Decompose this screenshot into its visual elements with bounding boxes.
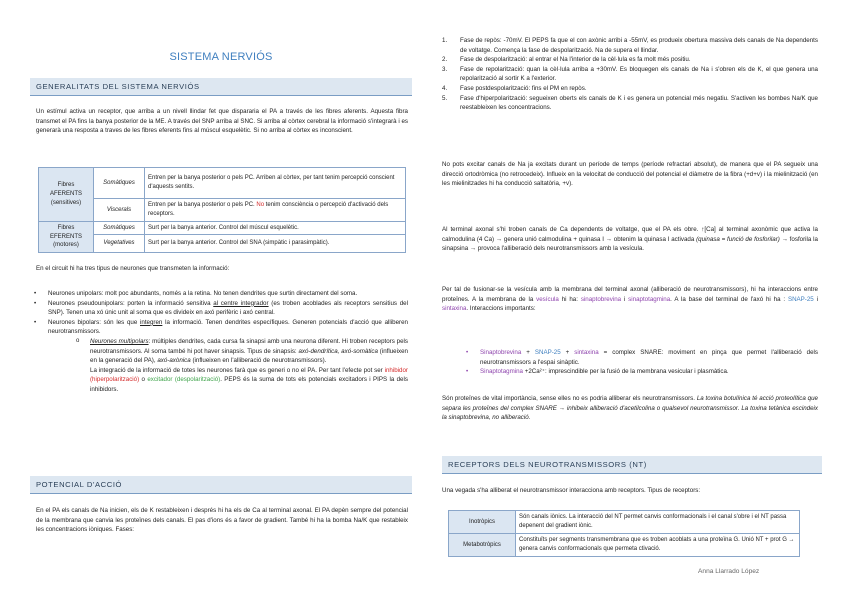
text-span: integren	[140, 318, 163, 326]
list-item	[442, 84, 818, 94]
text-span: Fase de repolarització: quan la cèl·lula arriba a +30mV. Es bloquegen els canals de Na i s'obren els de K, el que genera una repolarització al sortir K a l'exterior.	[460, 65, 818, 83]
receptor-name: Metabotròpics	[449, 534, 516, 557]
refractari-paragraph: No pots excitar canals de Na ja excitats durant un període de temps (període refractari absolut), de manera que el PA segueix una direcció ortodròmica (no retrocedeix). Influeix en la velocitat de conducció del potencial el diàmetre de la fibra (+d+v) i la mielinització (en les mielinitzades hi ha conducció saltatòria, +v).	[442, 161, 818, 188]
fibres-row-type: Viscerals	[94, 199, 145, 222]
section-heading-text: POTENCIAL D'ACCIÓ	[36, 480, 123, 489]
list-item	[30, 318, 408, 337]
list-number: 2.	[442, 56, 448, 64]
fibres-row-text: Entren per la banya posterior o pels PC. Arriben al còrtex, per tant tenim percepció conscient d'aquests sentits.	[145, 168, 406, 199]
neurones-list	[30, 289, 408, 395]
page-title: SISTEMA NERVIÓS	[169, 51, 273, 63]
section-heading-text: GENERALITATS DEL SISTEMA NERVIÓS	[36, 82, 200, 91]
list-number: 3.	[442, 65, 448, 73]
text-span: . A la base del terminal de l'axó hi ha :	[670, 295, 786, 303]
text-span: Sinaptotagmina	[480, 368, 523, 376]
section-heading-receptors	[442, 456, 822, 474]
section-heading-generalitats	[30, 78, 412, 96]
potencial-paragraph: En el PA els canals de Na inicien, els de K restableixen i després hi ha els de Ca al terminal axonal. El PA depèn sempre del potencial de la membrana que canvia les proteïnes dels canals. El pas d'ions és a favor de gradient. També hi ha la bomba Na/K que restableix les concentracions iòniques. Fases:	[36, 507, 408, 534]
list-item	[442, 367, 818, 377]
text-span: axó-dendrítica, axó-somàtica	[298, 347, 378, 355]
text-span: sinaptobrevina	[580, 295, 622, 303]
list-item	[442, 94, 818, 113]
list-item	[30, 366, 408, 395]
fibres-eferents-label: Fibres EFERENTS (motores)	[39, 222, 94, 253]
intro-paragraph: Un estímul activa un receptor, que arriba a un nivell llindar fet que dispararia el PA a través de les fibres aferents. Aquesta fibra transmet el PA fins la banya posterior de la ME. A través del SNP arriba al SNC. Si arriba al còrtex cerebral la informació s'integrarà i es generarà una resposta a traves de les fibres eferents fins al múscul esquelètic. Si no arriba al còrtex es inconscient.	[36, 108, 408, 135]
list-number: 1.	[442, 37, 448, 44]
text-span: (influeixen en l'alliberació de neurotransmissors).	[192, 357, 327, 365]
receptors-table	[448, 510, 800, 557]
section-heading-potencial	[30, 476, 412, 494]
list-number: 4.	[442, 84, 448, 92]
list-item: • Neurones unipolars: molt poc abundants, només a la retina. No tenen dendrites que surtin directament del soma.	[30, 289, 408, 299]
text-span: vesícula	[536, 295, 559, 303]
text-span: (quinasa = funció de fosforilar)	[696, 235, 780, 243]
left-column	[30, 0, 412, 599]
text-span: la informació. Tenen dendrites específiques. Generen potencials d'acció que alliberen neurotransmissors.	[48, 318, 408, 336]
text-span: +	[521, 349, 535, 356]
text-span: Fase postdespolarització: fins el PM en repòs.	[460, 84, 587, 92]
text-span: SNAP-25	[534, 349, 561, 356]
receptor-text: Constituïts per segments transmembrana que es troben acoblats a una proteïna G. Unió NT + prot G → genera canvis conformacionals que permeta ctivació.	[516, 534, 800, 557]
fases-list	[442, 36, 818, 113]
text-span: . Interaccions importants:	[466, 305, 536, 313]
circuit-paragraph: En el circuit hi ha tres tipus de neurones que transmeten la informació:	[36, 265, 230, 272]
fibres-row-type: Somàtiques	[94, 168, 145, 199]
fibres-text-b: tenim consciència o percepció d'activació dels receptors.	[148, 202, 389, 217]
text-span: sintaxina	[442, 305, 467, 313]
text-span: Neurones pseudounipolars: porten la informació sensitiva	[48, 299, 211, 307]
list-item	[30, 337, 408, 366]
toxina-paragraph	[442, 394, 818, 423]
text-span: al centre integrador	[213, 299, 269, 307]
list-item	[442, 55, 818, 65]
text-span: Sinaptobrevina	[480, 349, 522, 356]
list-item	[442, 36, 818, 55]
text-span: SNAP-25	[787, 295, 814, 303]
list-item	[442, 65, 818, 84]
text-span: La integració de la informació de totes les neurones farà que es generi o no el PA. Per tant l'efecte pot ser	[90, 366, 383, 374]
text-span: La toxina botulínica té acció proteolítica que separa les proteïnes del complex SNARE → inhibeix alliberació d'acetilcolina o qualsevol neurotransmissor. La toxina tetànica escindeix la sinaptobrevina, no alliberació.	[442, 395, 818, 422]
author-signature: Anna Llarrado López	[698, 568, 760, 575]
text-span: (influeixen en la generació del PA),	[90, 347, 408, 365]
text-span: sinaptotagmina	[628, 295, 671, 303]
receptor-text: Són canals iònics. La interacció del NT permet canvis conformacionals i el canal s'obre i el NT passa depenent del gradient iònic.	[516, 511, 800, 534]
fibres-text-a: Entren per la banya posterior o pels PC.	[148, 202, 255, 209]
section-heading-text: RECEPTORS DELS NEUROTRANSMISSORS (NT)	[448, 460, 647, 469]
text-span: i	[623, 295, 626, 303]
fibres-table	[38, 167, 406, 253]
text-span: = complex SNARE: moviment en pinça que permet l'alliberació dels neurotransmissors a l'espai sinàptic.	[480, 349, 818, 366]
fibres-aferents-label: Fibres AFERENTS (sensitives)	[39, 168, 94, 222]
text-span: Neurones multipolars	[90, 337, 149, 345]
receptor-name: Inotròpics	[449, 511, 516, 534]
receptors-paragraph: Una vegada s'ha alliberat el neurotransmissor interacciona amb receptors. Tipus de receptors:	[442, 487, 701, 494]
list-item	[442, 348, 818, 367]
fibres-row-type: Vegetatives	[94, 235, 145, 253]
text-span: Són proteïnes de vital importància, sense elles no es podria alliberar els neurotransmissors.	[442, 395, 695, 402]
interaccions-list	[442, 348, 818, 377]
text-span: Per tal de fusionar-se la vesícula amb la membrana del terminal axonal (alliberació de neurotransmissors), hi ha interaccions entre proteïnes. A la membrana de la	[442, 286, 818, 303]
text-span: → fosforila la sinapsina → provoca l'alliberació dels neurotransmissors amb la vesícula.	[442, 235, 818, 253]
text-span: . PEPS és la suma de tots els potencials excitadors i PIPS la dels inhibidors.	[90, 376, 408, 393]
fibres-row-text: Surt per la banya anterior. Control del SNA (simpàtic i parasimpàtic).	[145, 235, 406, 253]
text-span: Al terminal axonal s'hi troben canals de Ca dependents de voltatge, que el PA els obre. ↑[Ca] al terminal axonòmic que activa la calmodulina (4 Ca) → genera unió calmodulina + quinasa I → obtenim la quinasa I activada	[442, 226, 818, 243]
text-span: Neurones bipolars: són les que	[48, 318, 138, 326]
text-span: excitador (despolarització)	[147, 376, 221, 384]
text-span: Fase de repòs: -70mV. El PEPS fa que el con axònic arribi a -55mV, es produeix obertura massiva dels canals de Na dependents de voltatge. Comença la fase de despolarització. Na de supera el llindar.	[460, 37, 818, 54]
text-span: hi ha:	[561, 295, 578, 303]
right-column	[442, 0, 822, 599]
text-span: sintaxina	[574, 349, 599, 356]
fibres-row-text: Surt per la banya anterior. Control del múscul esquelètic.	[145, 222, 406, 235]
fibres-row-type: Somàtiques	[94, 222, 145, 235]
list-item	[30, 299, 408, 318]
text-span: : múltiples dendrites, cada cursa fa sinapsi amb una neurona diferent. Hi troben receptors pels neurotransmissors. Al soma també hi pot haver sinapsis. Tipus de sinapsis:	[90, 337, 408, 355]
text-span: (es troben acoblades als receptors sensitius del SNP). Tenen una xó únic unit al soma que es divideix en axó perifèric i axó central.	[48, 299, 408, 317]
text-span: Fase de despolarització: al entrar el Na l'interior de la cèl·lula es fa molt més positiu.	[460, 56, 691, 64]
text-span: axó-axònica	[157, 357, 191, 365]
terminal-paragraph	[442, 225, 818, 254]
list-number: 5.	[442, 94, 448, 102]
text-span: o	[141, 376, 145, 384]
fusio-paragraph	[442, 285, 818, 314]
text-span: +2Ca²⁺: imprescindible per la fusió de la membrana vesicular i plasmàtica.	[523, 368, 729, 376]
text-span: inhibidor (hiperpolarització)	[90, 366, 408, 384]
text-span: i	[816, 295, 818, 303]
fibres-row-text	[145, 199, 406, 222]
fibres-text-no: No	[256, 202, 265, 209]
text-span: +	[560, 349, 575, 356]
text-span: Fase d'hiperpolarització: segueixen oberts els canals de K i es genera un potencial més negatiu. S'activen les bombes Na/K que reestableixen les concentracions.	[460, 94, 818, 112]
